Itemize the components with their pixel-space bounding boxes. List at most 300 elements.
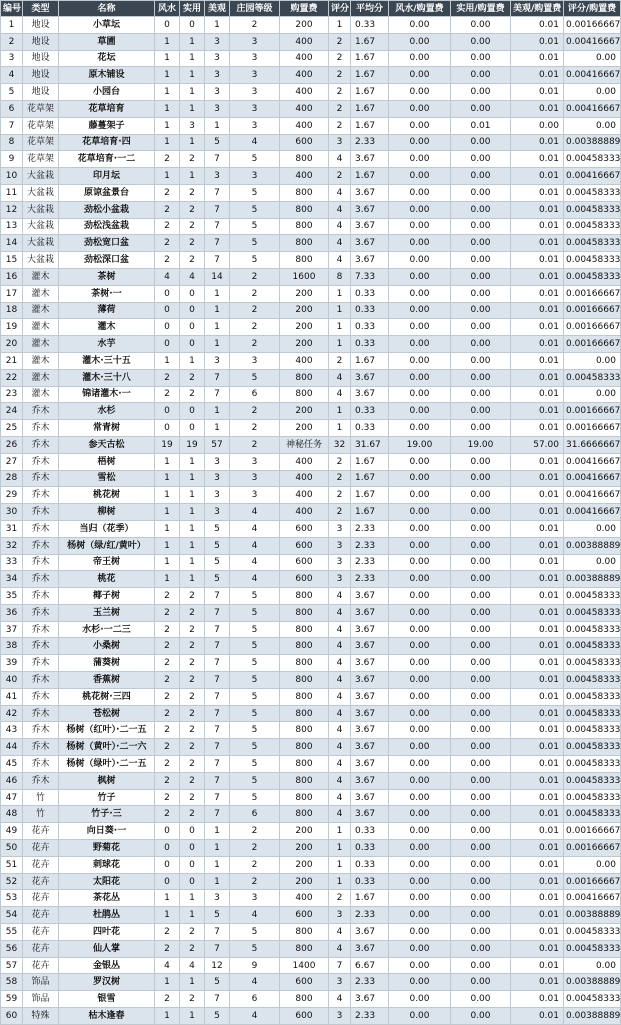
table-cell: 香蕉树: [59, 672, 155, 689]
table-row: [1, 285, 621, 302]
table-cell: 5: [230, 739, 280, 756]
table-cell: 17: [1, 285, 23, 302]
table-cell: 0.00: [451, 453, 511, 470]
table-cell: 2: [329, 33, 351, 50]
table-cell: 0.00458333: [564, 672, 621, 689]
table-cell: 0.01: [511, 688, 564, 705]
table-cell: 1: [205, 823, 230, 840]
table-cell: 1.67: [351, 504, 389, 521]
table-cell: 5: [230, 672, 280, 689]
table-cell: 3: [230, 117, 280, 134]
table-cell: 0.00: [451, 672, 511, 689]
table-cell: 200: [280, 302, 329, 319]
table-cell: 0.00: [389, 655, 451, 672]
table-cell: 0.01: [511, 722, 564, 739]
table-cell: 0.00458333: [564, 201, 621, 218]
table-cell: 竹子·三: [59, 806, 155, 823]
table-cell: 乔木: [23, 487, 59, 504]
table-cell: 0.01: [511, 504, 564, 521]
table-cell: 0.01: [511, 655, 564, 672]
table-cell: 0.00: [451, 151, 511, 168]
table-cell: 2: [230, 302, 280, 319]
table-cell: 3: [205, 168, 230, 185]
table-cell: 0.00: [564, 554, 621, 571]
table-cell: 43: [1, 722, 23, 739]
table-cell: 2: [230, 285, 280, 302]
table-cell: 5: [230, 184, 280, 201]
table-cell: 0.00: [389, 571, 451, 588]
table-cell: 小草坛: [59, 17, 155, 34]
table-cell: 0.00: [389, 201, 451, 218]
table-cell: 1.67: [351, 33, 389, 50]
table-cell: 1: [1, 17, 23, 34]
table-cell: 0.00: [389, 739, 451, 756]
table-cell: 1: [155, 554, 180, 571]
table-cell: 0.00: [389, 168, 451, 185]
table-cell: 0.01: [511, 840, 564, 857]
table-cell: 5: [230, 218, 280, 235]
table-cell: 1: [180, 504, 205, 521]
table-cell: 0.00: [511, 117, 564, 134]
table-cell: 4: [329, 991, 351, 1008]
table-cell: 2: [329, 470, 351, 487]
table-cell: 3.67: [351, 940, 389, 957]
table-cell: 2: [329, 453, 351, 470]
table-row: [1, 974, 621, 991]
table-cell: 1.67: [351, 890, 389, 907]
table-cell: 3: [230, 470, 280, 487]
table-cell: 5: [230, 705, 280, 722]
table-cell: 0.00: [389, 285, 451, 302]
table-cell: 1: [155, 84, 180, 101]
table-cell: 0.00: [451, 218, 511, 235]
table-cell: 4: [329, 722, 351, 739]
table-cell: 800: [280, 201, 329, 218]
table-cell: 茶树·一: [59, 285, 155, 302]
table-cell: 1: [180, 134, 205, 151]
table-cell: 18: [1, 302, 23, 319]
table-cell: 32: [329, 436, 351, 453]
table-row: [1, 604, 621, 621]
table-cell: 2: [230, 823, 280, 840]
table-cell: 3.67: [351, 588, 389, 605]
table-cell: 400: [280, 470, 329, 487]
table-cell: 0.01: [511, 940, 564, 957]
table-cell: 1: [180, 50, 205, 67]
table-cell: 地设: [23, 50, 59, 67]
table-cell: 0.01: [511, 67, 564, 84]
table-cell: 0.01: [451, 117, 511, 134]
table-cell: 50: [1, 840, 23, 857]
table-cell: 800: [280, 184, 329, 201]
table-cell: 大盆栽: [23, 184, 59, 201]
table-cell: 0.00: [451, 688, 511, 705]
table-cell: 0.00: [451, 974, 511, 991]
table-cell: 1: [155, 134, 180, 151]
column-header: 评分/购置费: [564, 1, 621, 17]
table-cell: 大盆栽: [23, 218, 59, 235]
table-cell: 7: [205, 672, 230, 689]
table-cell: 2: [180, 772, 205, 789]
table-cell: 3: [230, 100, 280, 117]
table-row: [1, 655, 621, 672]
table-cell: 乔木: [23, 453, 59, 470]
table-cell: 2: [155, 756, 180, 773]
table-cell: 5: [205, 974, 230, 991]
table-cell: 33: [1, 554, 23, 571]
table-cell: 1.67: [351, 453, 389, 470]
table-cell: 0.01: [511, 873, 564, 890]
table-cell: 4: [230, 554, 280, 571]
table-cell: 3.67: [351, 638, 389, 655]
table-cell: 3.67: [351, 756, 389, 773]
table-cell: 3.67: [351, 621, 389, 638]
table-row: [1, 117, 621, 134]
table-cell: 0.00: [451, 957, 511, 974]
table-cell: 灌木: [23, 369, 59, 386]
table-cell: 57: [205, 436, 230, 453]
table-cell: 劲松小盆栽: [59, 201, 155, 218]
table-cell: 3.67: [351, 655, 389, 672]
table-cell: 200: [280, 319, 329, 336]
table-row: [1, 184, 621, 201]
table-cell: 2: [180, 739, 205, 756]
table-cell: 0.00416667: [564, 487, 621, 504]
table-cell: 0.00: [389, 722, 451, 739]
table-cell: 2: [155, 252, 180, 269]
column-header: 美观/购置费: [511, 1, 564, 17]
table-cell: 6: [230, 991, 280, 1008]
table-cell: 0: [155, 420, 180, 437]
table-cell: 3: [329, 520, 351, 537]
table-cell: 800: [280, 369, 329, 386]
table-cell: 3.67: [351, 688, 389, 705]
table-cell: 2: [230, 420, 280, 437]
table-cell: 2: [180, 688, 205, 705]
table-cell: 26: [1, 436, 23, 453]
table-cell: 3: [205, 453, 230, 470]
table-cell: 1: [205, 17, 230, 34]
table-cell: 7: [205, 924, 230, 941]
table-row: [1, 907, 621, 924]
table-cell: 灌木: [23, 268, 59, 285]
table-cell: 200: [280, 336, 329, 353]
table-cell: 8: [329, 268, 351, 285]
table-cell: 2: [155, 806, 180, 823]
table-row: [1, 571, 621, 588]
table-cell: 400: [280, 890, 329, 907]
table-cell: 0.00: [451, 33, 511, 50]
table-cell: 7: [205, 386, 230, 403]
table-cell: 47: [1, 789, 23, 806]
table-cell: 0.33: [351, 840, 389, 857]
table-cell: 0.01: [511, 470, 564, 487]
table-cell: 0.01: [511, 991, 564, 1008]
table-cell: 0.00458333: [564, 655, 621, 672]
table-cell: 0.00166667: [564, 302, 621, 319]
table-cell: 5: [205, 1008, 230, 1025]
table-cell: 地设: [23, 33, 59, 50]
table-cell: 3.67: [351, 369, 389, 386]
table-cell: 2: [230, 268, 280, 285]
table-cell: 0.00: [451, 940, 511, 957]
table-row: [1, 672, 621, 689]
table-cell: 0.00: [451, 705, 511, 722]
table-row: [1, 991, 621, 1008]
table-cell: 200: [280, 420, 329, 437]
table-cell: 2: [155, 386, 180, 403]
table-cell: 57: [1, 957, 23, 974]
table-cell: 乔木: [23, 504, 59, 521]
table-cell: 2: [180, 672, 205, 689]
table-cell: 0.00: [389, 756, 451, 773]
table-cell: 0.00166667: [564, 319, 621, 336]
table-cell: 800: [280, 252, 329, 269]
table-cell: 0.00: [389, 991, 451, 1008]
table-cell: 1: [155, 453, 180, 470]
table-cell: 2: [155, 369, 180, 386]
table-cell: 1: [329, 840, 351, 857]
table-cell: 乔木: [23, 772, 59, 789]
table-cell: 0.00166667: [564, 840, 621, 857]
table-cell: 39: [1, 655, 23, 672]
table-cell: 0.00: [451, 386, 511, 403]
table-cell: 400: [280, 352, 329, 369]
table-cell: 1: [180, 487, 205, 504]
table-cell: 8: [1, 134, 23, 151]
table-cell: 乔木: [23, 621, 59, 638]
table-cell: 0.00: [389, 772, 451, 789]
table-cell: 1: [180, 470, 205, 487]
table-cell: 地设: [23, 67, 59, 84]
table-cell: 0.00458333: [564, 268, 621, 285]
table-cell: 2.33: [351, 974, 389, 991]
column-header: 名称: [59, 1, 155, 17]
table-row: [1, 67, 621, 84]
table-cell: 花草架: [23, 134, 59, 151]
table-cell: 乔木: [23, 672, 59, 689]
table-cell: 800: [280, 604, 329, 621]
table-row: [1, 621, 621, 638]
table-cell: 800: [280, 672, 329, 689]
table-cell: 19.00: [451, 436, 511, 453]
table-cell: 2: [180, 940, 205, 957]
table-cell: 1: [155, 520, 180, 537]
table-cell: 灌木: [23, 352, 59, 369]
table-cell: 0.00: [389, 319, 451, 336]
table-cell: 花卉: [23, 890, 59, 907]
table-cell: 200: [280, 840, 329, 857]
table-cell: 四叶花: [59, 924, 155, 941]
table-cell: 3: [329, 974, 351, 991]
table-cell: 2: [329, 50, 351, 67]
table-row: [1, 84, 621, 101]
table-cell: 3: [205, 470, 230, 487]
table-cell: 0.00: [451, 655, 511, 672]
table-cell: 0.01: [511, 604, 564, 621]
table-cell: 桃花树: [59, 487, 155, 504]
table-cell: 800: [280, 789, 329, 806]
table-cell: 4: [230, 537, 280, 554]
table-row: [1, 33, 621, 50]
table-cell: 19.00: [389, 436, 451, 453]
table-cell: 2: [180, 604, 205, 621]
table-cell: 0.00: [389, 67, 451, 84]
table-cell: 向日葵·一: [59, 823, 155, 840]
table-cell: 花坛: [59, 50, 155, 67]
table-cell: 3: [230, 84, 280, 101]
table-cell: 3: [329, 134, 351, 151]
table-cell: 0.33: [351, 285, 389, 302]
table-cell: 0.00: [389, 151, 451, 168]
table-cell: 0.00: [451, 537, 511, 554]
table-cell: 1: [155, 974, 180, 991]
table-cell: 1: [180, 67, 205, 84]
table-cell: 0.01: [511, 1008, 564, 1025]
table-cell: 1: [329, 336, 351, 353]
table-cell: 800: [280, 218, 329, 235]
table-cell: 600: [280, 1008, 329, 1025]
table-cell: 0.00: [451, 856, 511, 873]
table-cell: 1.67: [351, 50, 389, 67]
table-cell: 2: [230, 873, 280, 890]
table-cell: 2: [230, 403, 280, 420]
table-row: [1, 319, 621, 336]
table-cell: 2: [180, 789, 205, 806]
table-cell: 4: [329, 789, 351, 806]
table-cell: 4: [329, 672, 351, 689]
table-cell: 400: [280, 487, 329, 504]
table-cell: 6: [230, 806, 280, 823]
table-cell: 0.00: [451, 168, 511, 185]
table-cell: 0.01: [511, 268, 564, 285]
table-cell: 2: [155, 705, 180, 722]
table-cell: 0.01: [511, 823, 564, 840]
table-cell: 2.33: [351, 537, 389, 554]
table-cell: 0.33: [351, 823, 389, 840]
table-cell: 灌木: [23, 386, 59, 403]
table-cell: 3: [205, 67, 230, 84]
table-cell: 6: [1, 100, 23, 117]
table-cell: 桃花: [59, 571, 155, 588]
table-cell: 杨树（黄叶）·二一六: [59, 739, 155, 756]
table-cell: 0.00: [451, 840, 511, 857]
table-cell: 800: [280, 235, 329, 252]
table-cell: 0.01: [511, 184, 564, 201]
table-cell: 7: [205, 369, 230, 386]
table-cell: 31: [1, 520, 23, 537]
table-cell: 乔木: [23, 705, 59, 722]
table-cell: 0.00: [389, 453, 451, 470]
table-cell: 2: [155, 604, 180, 621]
table-cell: 14: [1, 235, 23, 252]
table-cell: 7: [205, 806, 230, 823]
table-cell: 太阳花: [59, 873, 155, 890]
table-cell: 0.00: [564, 117, 621, 134]
table-cell: 0.01: [511, 806, 564, 823]
table-cell: 2: [180, 235, 205, 252]
table-cell: 5: [1, 84, 23, 101]
table-cell: 2: [230, 336, 280, 353]
table-cell: 3: [230, 168, 280, 185]
table-cell: 5: [205, 537, 230, 554]
table-cell: 1: [155, 352, 180, 369]
table-cell: 乔木: [23, 537, 59, 554]
table-cell: 25: [1, 420, 23, 437]
table-cell: 花草培育·一二: [59, 151, 155, 168]
table-row: [1, 638, 621, 655]
table-cell: 48: [1, 806, 23, 823]
table-cell: 0.01: [511, 403, 564, 420]
table-cell: 19: [1, 319, 23, 336]
table-cell: 600: [280, 554, 329, 571]
table-cell: 0.01: [511, 100, 564, 117]
table-cell: 0.00: [451, 520, 511, 537]
table-row: [1, 168, 621, 185]
table-cell: 0.01: [511, 252, 564, 269]
table-cell: 0.00458333: [564, 252, 621, 269]
table-row: [1, 1008, 621, 1025]
table-cell: 2: [180, 806, 205, 823]
table-cell: 2: [155, 184, 180, 201]
table-cell: 乔木: [23, 604, 59, 621]
table-cell: 3.67: [351, 184, 389, 201]
table-cell: 2: [180, 991, 205, 1008]
table-row: [1, 218, 621, 235]
table-row: [1, 487, 621, 504]
table-cell: 1: [329, 873, 351, 890]
table-cell: 7: [205, 218, 230, 235]
table-cell: 花卉: [23, 873, 59, 890]
table-cell: 0.00458333: [564, 638, 621, 655]
table-cell: 0.33: [351, 17, 389, 34]
table-cell: 0.00: [451, 201, 511, 218]
table-cell: 花卉: [23, 823, 59, 840]
table-cell: 花卉: [23, 924, 59, 941]
table-cell: 0.00388889: [564, 537, 621, 554]
table-cell: 600: [280, 134, 329, 151]
table-row: [1, 772, 621, 789]
table-cell: 4: [329, 705, 351, 722]
table-cell: 0.01: [511, 890, 564, 907]
table-cell: 0.00: [389, 100, 451, 117]
table-cell: 玉兰树: [59, 604, 155, 621]
table-cell: 0.01: [511, 285, 564, 302]
table-cell: 0.00: [389, 117, 451, 134]
table-body: [1, 17, 621, 1025]
table-cell: 0.00: [389, 218, 451, 235]
table-cell: 0.00388889: [564, 1008, 621, 1025]
table-cell: 竹: [23, 806, 59, 823]
table-cell: 4: [1, 67, 23, 84]
table-cell: 57.00: [511, 436, 564, 453]
table-cell: 枯木逢春: [59, 1008, 155, 1025]
table-cell: 小园台: [59, 84, 155, 101]
table-cell: 2: [180, 655, 205, 672]
table-cell: 2: [180, 621, 205, 638]
table-cell: 0.00: [451, 991, 511, 1008]
table-cell: 0.00: [389, 537, 451, 554]
table-cell: 3: [205, 100, 230, 117]
table-cell: 0: [155, 403, 180, 420]
table-row: [1, 588, 621, 605]
table-cell: 0.00: [389, 672, 451, 689]
table-cell: 2.33: [351, 1008, 389, 1025]
header-row: [1, 1, 621, 17]
table-cell: 0: [180, 856, 205, 873]
table-cell: 0.00416667: [564, 100, 621, 117]
table-cell: 水杉·一二三: [59, 621, 155, 638]
